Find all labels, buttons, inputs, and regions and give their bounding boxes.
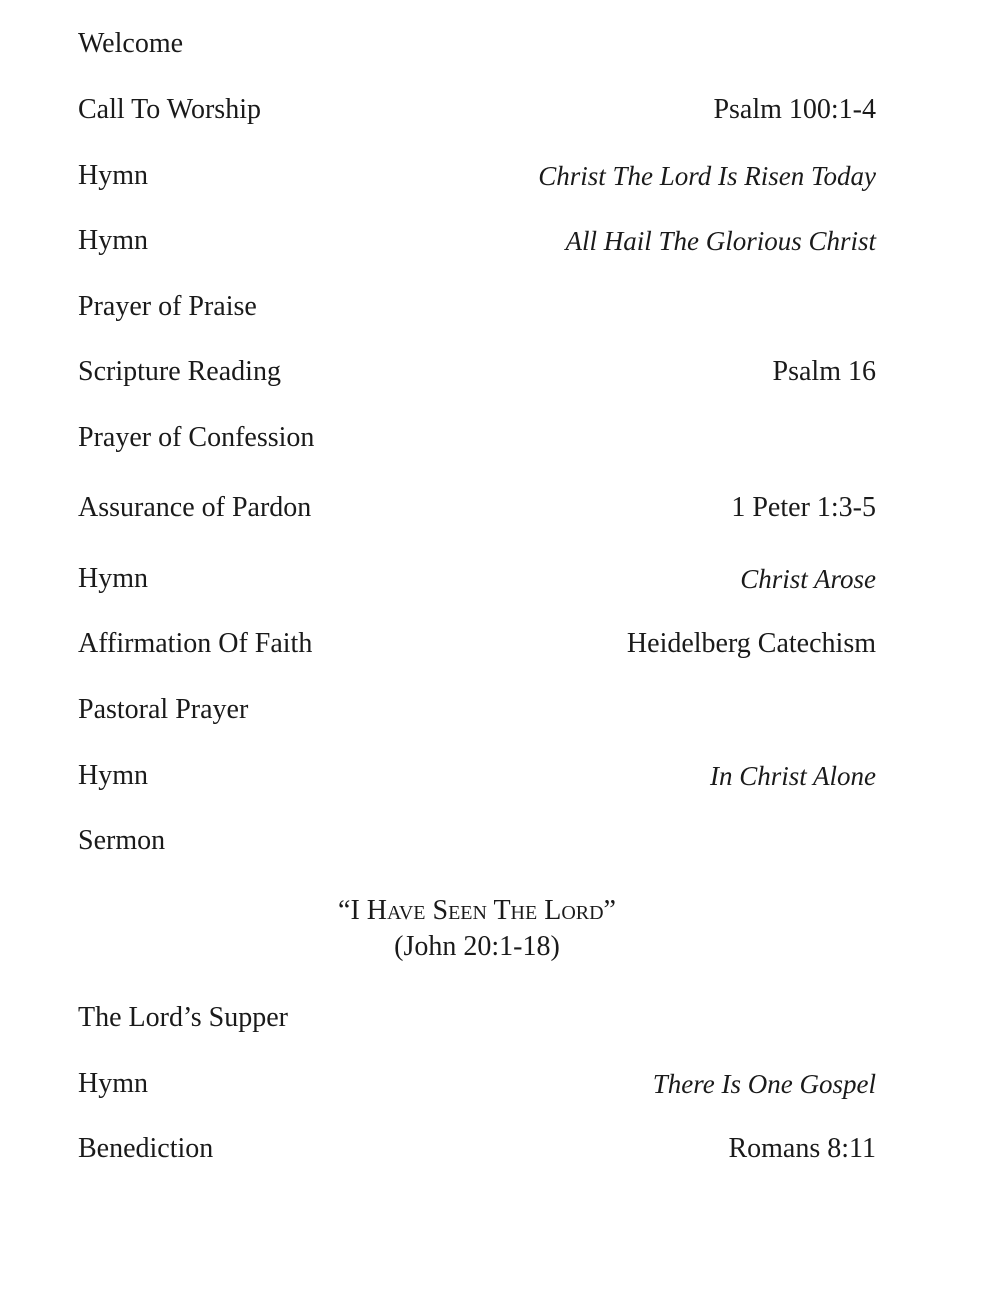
item-label: Prayer of Confession [78, 422, 315, 453]
item-label: Benediction [78, 1133, 214, 1164]
item-label: Hymn [78, 1068, 148, 1099]
order-item-hymn-1 [78, 158, 876, 194]
order-item-hymn-4 [78, 758, 876, 794]
item-label: Hymn [78, 563, 148, 594]
item-label: Call To Worship [78, 94, 261, 125]
order-item-hymn-3 [78, 561, 876, 597]
item-label: Prayer of Praise [78, 291, 257, 322]
order-item-scripture-reading [78, 354, 876, 390]
item-label: Assurance of Pardon [78, 492, 312, 523]
order-item-benediction [78, 1131, 876, 1167]
item-label: Affirmation Of Faith [78, 628, 313, 659]
item-detail: Romans 8:11 [728, 1133, 876, 1164]
item-detail: In Christ Alone [709, 761, 876, 791]
order-item-sermon [78, 823, 876, 859]
order-item-hymn-2 [78, 223, 876, 259]
item-detail: 1 Peter 1:3-5 [731, 492, 876, 523]
item-label: The Lord’s Supper [78, 1002, 288, 1033]
order-item-call-to-worship [78, 92, 876, 128]
order-item-prayer-of-praise [78, 289, 876, 325]
item-detail: Heidelberg Catechism [626, 628, 876, 659]
item-label: Scripture Reading [78, 356, 281, 387]
order-item-hymn-5 [78, 1066, 876, 1102]
order-item-pastoral-prayer [78, 692, 876, 728]
item-label: Welcome [78, 28, 184, 59]
order-item-prayer-of-confession [78, 420, 876, 456]
item-label: Pastoral Prayer [78, 694, 249, 725]
order-item-affirmation-of-faith [78, 626, 876, 662]
item-label: Hymn [78, 225, 148, 256]
item-label: Sermon [78, 825, 166, 856]
item-detail: All Hail The Glorious Christ [565, 226, 876, 256]
sermon-reference: (John 20:1-18) [394, 931, 560, 962]
item-label: Hymn [78, 160, 148, 191]
item-detail: Christ The Lord Is Risen Today [538, 161, 876, 191]
item-label: Hymn [78, 760, 148, 791]
order-item-lords-supper [78, 1000, 876, 1036]
sermon-title: “I Have Seen The Lord” [338, 895, 616, 926]
item-detail: There Is One Gospel [652, 1069, 876, 1099]
order-item-assurance-of-pardon [78, 490, 876, 526]
order-item-welcome [78, 26, 876, 62]
item-detail: Psalm 16 [772, 356, 876, 387]
item-detail: Psalm 100:1-4 [713, 94, 876, 125]
item-detail: Christ Arose [740, 564, 876, 594]
